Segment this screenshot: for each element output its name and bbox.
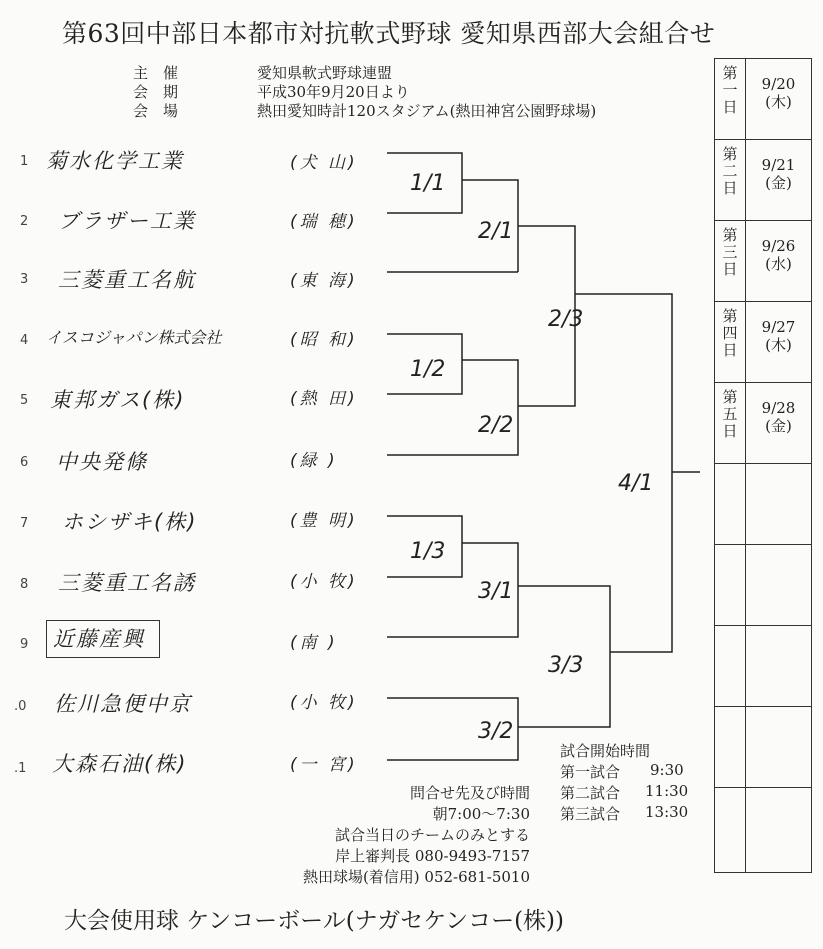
- schedule-date: [746, 383, 811, 463]
- team-name: 東邦ガス(株): [50, 388, 186, 412]
- schedule-row: [715, 464, 811, 545]
- schedule-date: [746, 221, 811, 301]
- match-label: 3/2: [478, 719, 514, 744]
- team-number: 7: [20, 516, 29, 531]
- team-city: (瑞 穂): [290, 212, 358, 232]
- schedule-weekday: (木): [765, 336, 792, 354]
- team-name: 大森石油(株): [52, 752, 188, 776]
- info-value-host: 愛知県軟式野球連盟: [257, 64, 393, 82]
- bracket-line: [518, 226, 575, 360]
- start-times-heading: 試合開始時間: [560, 742, 651, 760]
- schedule-row: [715, 545, 811, 626]
- schedule-weekday: (金): [765, 417, 792, 435]
- team-number: 9: [20, 637, 29, 652]
- schedule-day: [715, 626, 746, 706]
- team-number: .1: [14, 761, 27, 776]
- info-value-venue: 熱田愛知時計120スタジアム(熱田神宮公園野球場): [257, 102, 597, 120]
- schedule-row: [715, 302, 811, 383]
- info-label-venue: 会 場: [133, 102, 179, 120]
- team-name: ホシザキ(株): [62, 510, 198, 534]
- team-number: .0: [14, 699, 27, 714]
- match-label: 3/1: [478, 579, 514, 604]
- team-number: 8: [20, 577, 29, 592]
- info-label-period: 会 期: [133, 83, 179, 101]
- contact-line: 熱田球場(着信用) 052-681-5010: [302, 868, 530, 886]
- schedule-date: [746, 707, 811, 787]
- info-value-period: 平成30年9月20日より: [257, 83, 410, 101]
- team-city: (小 牧): [290, 572, 358, 592]
- team-name: 菊水化学工業: [46, 149, 184, 173]
- schedule-weekday: (金): [765, 174, 792, 192]
- team-name: 中央発條: [56, 450, 148, 474]
- team-number: 3: [20, 272, 29, 287]
- schedule-date: [746, 788, 811, 872]
- contact-line: 朝7:00〜7:30: [432, 805, 530, 823]
- start-time-label: 第一試合: [560, 763, 621, 781]
- contact-line: 試合当日のチームのみとする: [334, 826, 530, 844]
- match-label: 1/2: [410, 357, 446, 382]
- team-name: 三菱重工名航: [58, 268, 196, 292]
- schedule-date: [746, 626, 811, 706]
- start-time-value: 9:30: [650, 761, 684, 779]
- match-label: 2/3: [548, 307, 584, 332]
- team-city: (一 宮): [290, 755, 358, 775]
- schedule-day: [715, 788, 746, 872]
- schedule-date-value: 9/27: [761, 318, 796, 336]
- schedule-weekday: (水): [765, 255, 792, 273]
- schedule-date-value: 9/20: [761, 75, 796, 93]
- schedule-date: [746, 302, 811, 382]
- team-city: (犬 山): [290, 153, 358, 173]
- schedule-date: [746, 464, 811, 544]
- contact-line: 問合せ先及び時間: [409, 784, 530, 802]
- document-title: 第63回中部日本都市対抗軟式野球 愛知県西部大会組合せ: [62, 19, 716, 48]
- start-time-label: 第二試合: [560, 784, 621, 802]
- schedule-date: [746, 140, 811, 220]
- schedule-day: 第 二 日: [715, 140, 746, 220]
- schedule-row: [715, 59, 811, 140]
- team-name-boxed: 近藤産興: [46, 620, 160, 658]
- schedule-day: [715, 707, 746, 787]
- team-city: (小 牧): [290, 693, 358, 713]
- schedule-row: [715, 221, 811, 302]
- team-number: 1: [20, 154, 29, 169]
- team-name: 三菱重工名誘: [58, 571, 196, 595]
- bracket-line: [610, 472, 672, 652]
- schedule-date-value: 9/21: [761, 156, 796, 174]
- schedule-day: 第 四 日: [715, 302, 746, 382]
- match-label: 2/2: [478, 413, 514, 438]
- schedule-row: [715, 788, 811, 872]
- start-time-label: 第三試合: [560, 805, 621, 823]
- schedule-date-value: 9/26: [761, 237, 796, 255]
- team-city: (南 ): [290, 633, 338, 653]
- team-name: ブラザー工業: [58, 209, 196, 233]
- schedule-row: [715, 383, 811, 464]
- team-city: (東 海): [290, 271, 358, 291]
- schedule-day: 第 一 日: [715, 59, 746, 139]
- schedule-day: 第 五 日: [715, 383, 746, 463]
- official-ball-note: 大会使用球 ケンコーボール(ナガセケンコー(株)): [64, 908, 564, 934]
- match-label: 4/1: [618, 471, 654, 496]
- schedule-day: [715, 464, 746, 544]
- info-label-host: 主 催: [133, 64, 179, 82]
- team-name: イスコジャパン株式会社: [46, 328, 222, 347]
- schedule-date: [746, 59, 811, 139]
- schedule-row: [715, 707, 811, 788]
- match-label: 1/3: [410, 539, 446, 564]
- schedule-weekday: (木): [765, 93, 792, 111]
- team-number: 2: [20, 214, 29, 229]
- schedule-day: [715, 545, 746, 625]
- team-city: (緑 ): [290, 451, 338, 471]
- match-label: 2/1: [478, 219, 514, 244]
- team-name: 佐川急便中京: [54, 692, 192, 716]
- contact-line: 岸上審判長 080-9493-7157: [335, 847, 530, 865]
- schedule-row: [715, 140, 811, 221]
- schedule-date-value: 9/28: [761, 399, 796, 417]
- team-city: (熱 田): [290, 389, 358, 409]
- start-time-value: 11:30: [645, 782, 689, 800]
- schedule-row: [715, 626, 811, 707]
- team-number: 4: [20, 333, 29, 348]
- start-time-value: 13:30: [645, 803, 689, 821]
- schedule-date: [746, 545, 811, 625]
- schedule-table: [714, 58, 812, 873]
- team-number: 6: [20, 455, 29, 470]
- team-number: 5: [20, 393, 29, 408]
- match-label: 1/1: [410, 171, 446, 196]
- bracket-line: [575, 294, 672, 472]
- match-label: 3/3: [548, 653, 584, 678]
- bracket-line: [518, 360, 575, 406]
- schedule-day: 第 三 日: [715, 221, 746, 301]
- team-city: (昭 和): [290, 330, 358, 350]
- team-city: (豊 明): [290, 511, 358, 531]
- bracket-line: [387, 360, 518, 455]
